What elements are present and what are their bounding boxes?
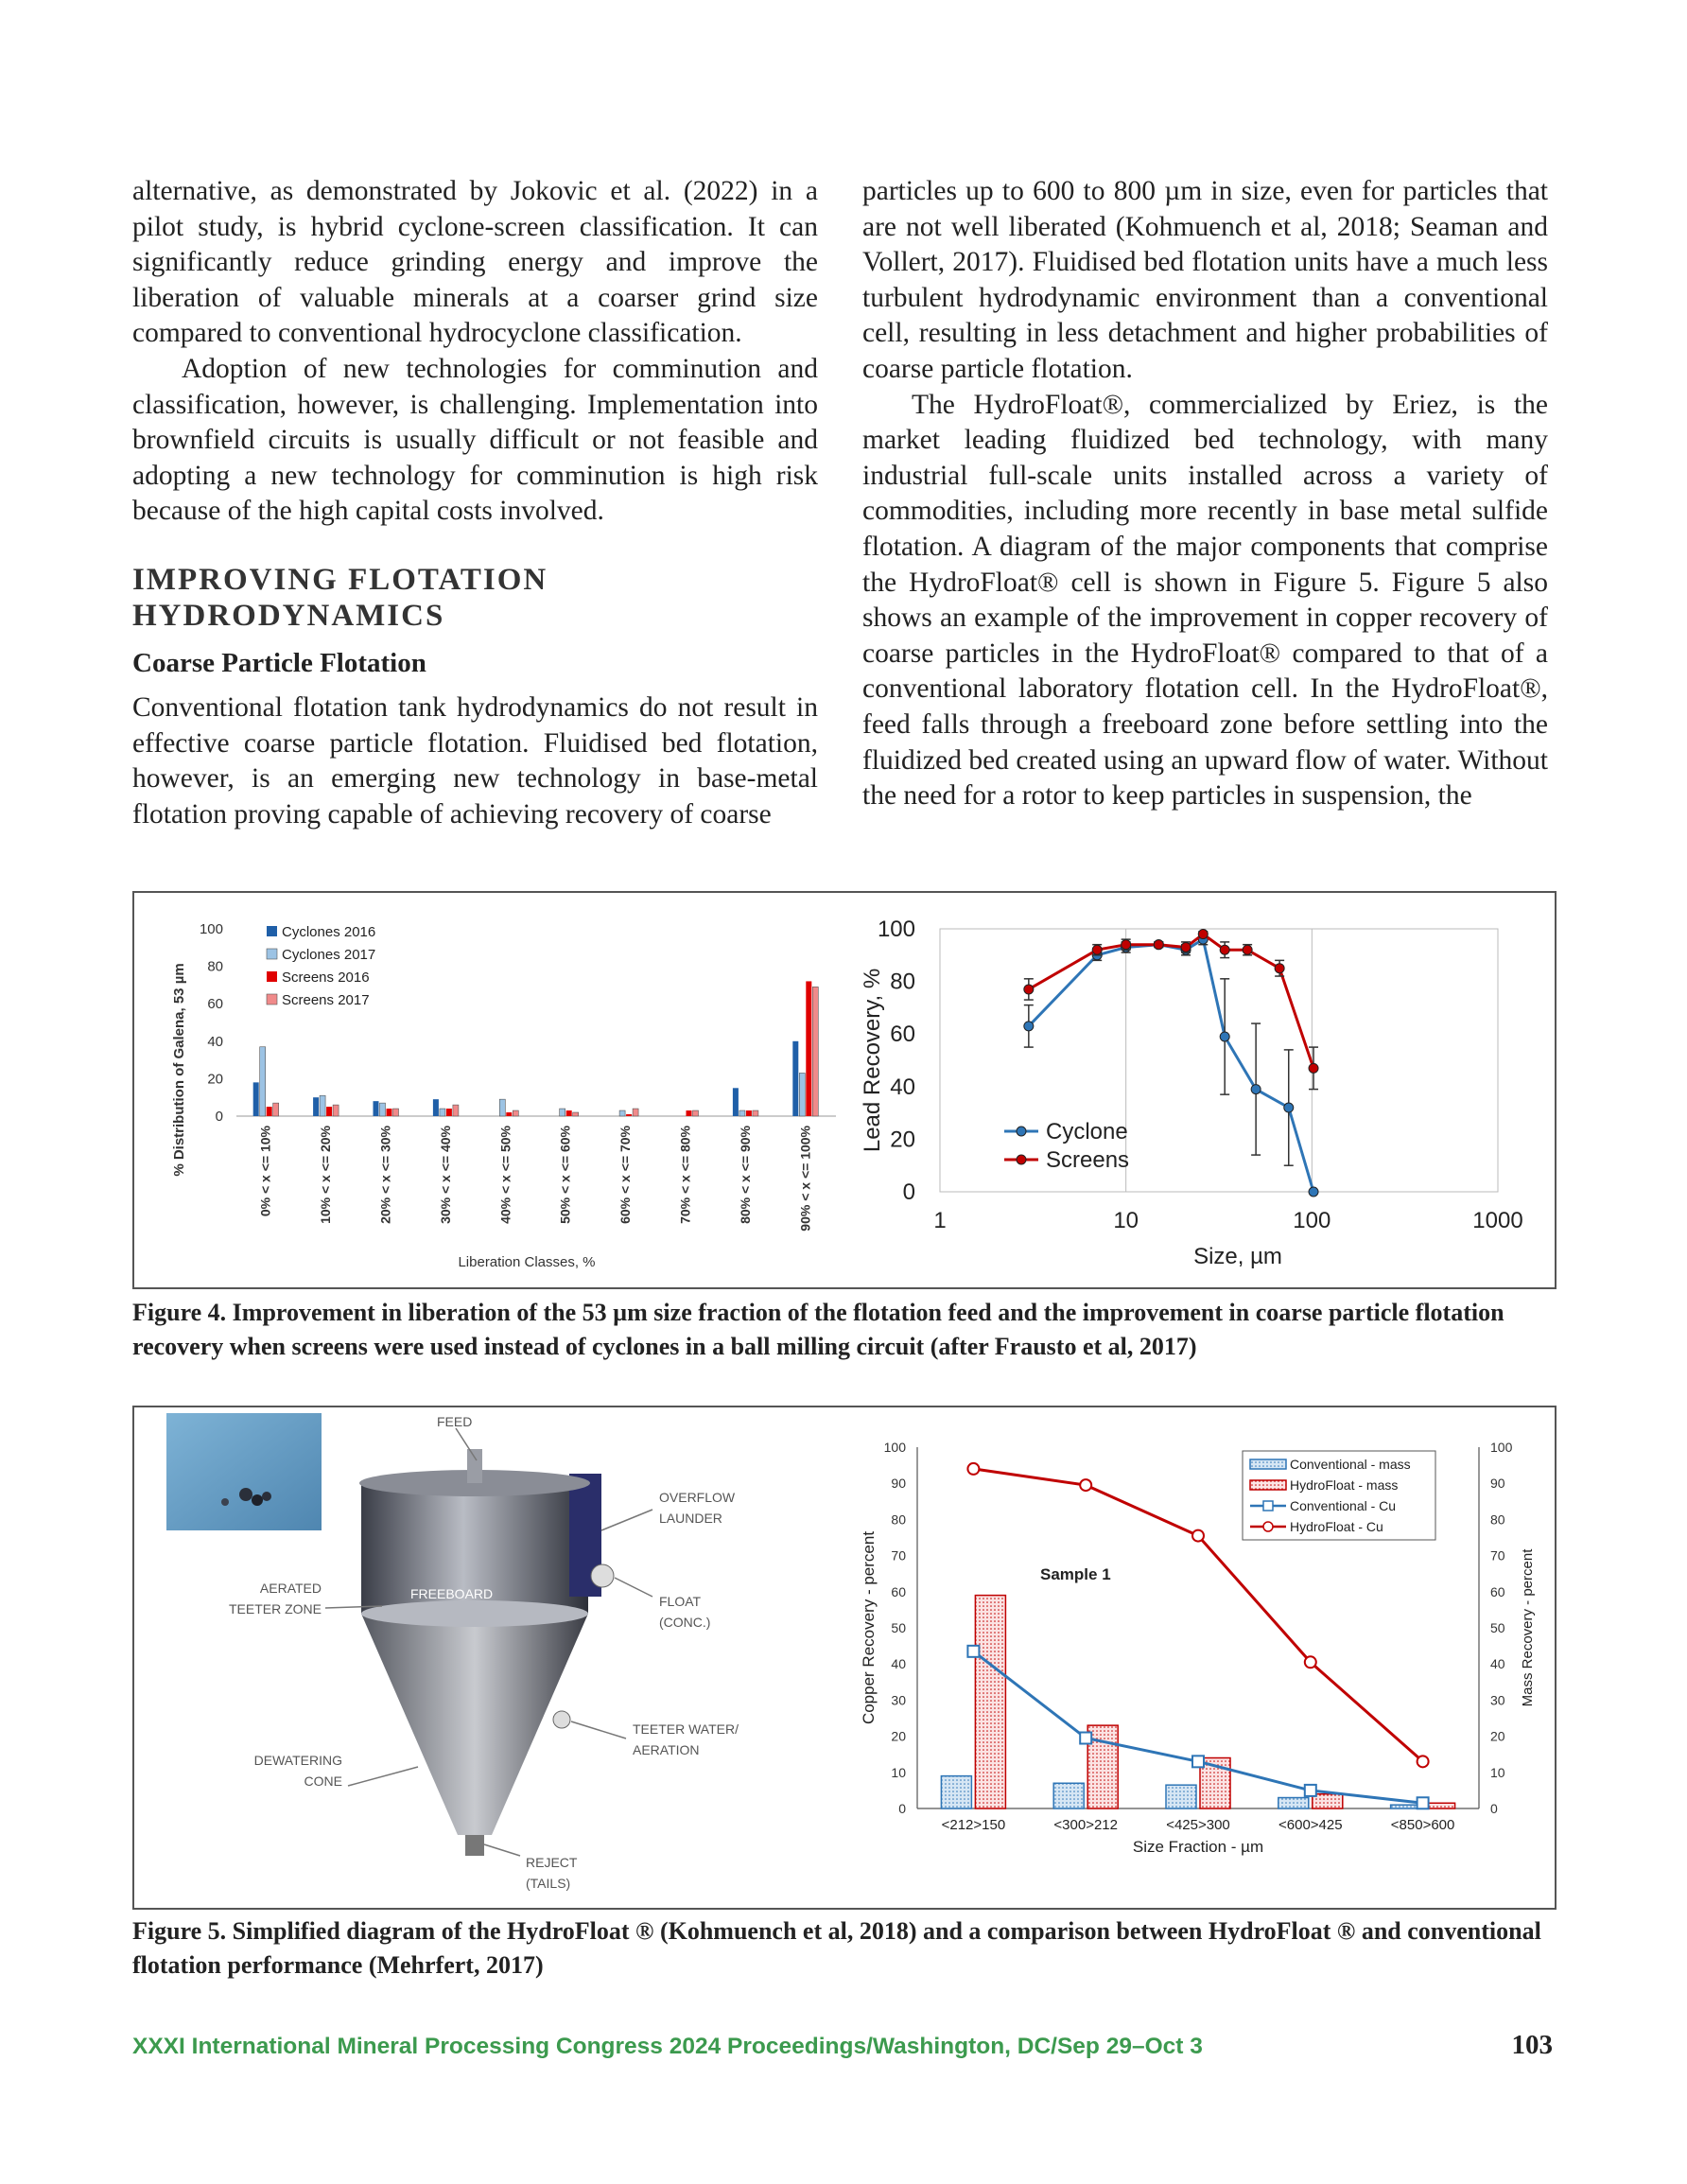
bar xyxy=(313,1097,319,1116)
legend-label: Conventional - Cu xyxy=(1290,1498,1397,1513)
y-right-axis-label: Mass Recovery - percent xyxy=(1520,1548,1536,1707)
paragraph: Adoption of new technologies for comminution and classification, however, is challenging. Implementation into brownfield circuits is usually difficult or not feasible and adopting a new technology for comminution is high risk because of the high capital costs involved. xyxy=(132,353,818,527)
bar xyxy=(1166,1785,1196,1808)
data-point xyxy=(1122,940,1131,950)
data-point xyxy=(1220,1032,1229,1041)
bar xyxy=(506,1112,512,1116)
bar xyxy=(633,1109,638,1116)
y-tick-label: 20 xyxy=(207,1071,223,1088)
bar xyxy=(499,1099,505,1116)
x-tick-label: <300>212 xyxy=(1053,1817,1118,1833)
teeter-water-inlet xyxy=(553,1711,570,1728)
leader-line xyxy=(615,1578,652,1597)
y-right-tick-label: 30 xyxy=(1490,1692,1505,1708)
paragraph: The HydroFloat®, commercialized by Eriez, is the market leading fluidized bed technology, with many industrial full-scale units installed across a variety of commodities, including more recently in base metal sulfide flotation. A diagram of the major components that comprise the HydroFloat® cell is shown in Figure 5. Figure 5 also shows an example of the improvement in copper recovery of coarse particles in the HydroFloat® compared to that of a conventional laboratory flotation cell. In the HydroFloat®, feed falls through a freeboard zone before settling into the fluidized bed created using an upward flow of water. Without the need for a rotor to keep particles in suspension, the xyxy=(862,389,1548,812)
bar xyxy=(387,1109,392,1116)
aeration-label: AERATION xyxy=(633,1742,700,1757)
teeter-zone xyxy=(361,1600,588,1627)
page-number: 103 xyxy=(1511,2030,1553,2060)
y-axis-label: Lead Recovery, % xyxy=(860,968,885,1153)
legend-marker xyxy=(1263,1501,1273,1511)
x-tick-label: 40% < x <= 50% xyxy=(497,1126,513,1224)
x-tick-label: 30% < x <= 40% xyxy=(437,1126,453,1224)
leader-line xyxy=(484,1844,520,1856)
y-tick-label: 10 xyxy=(891,1764,906,1780)
leader-line xyxy=(456,1428,477,1460)
data-point xyxy=(1192,1530,1204,1542)
data-point xyxy=(1305,1656,1316,1668)
legend-label: Cyclones 2016 xyxy=(282,924,376,940)
bar xyxy=(626,1114,632,1116)
x-tick-label: 10% < x <= 20% xyxy=(318,1126,334,1224)
float-outlet xyxy=(591,1564,614,1587)
legend-marker xyxy=(1263,1522,1273,1531)
y-right-tick-label: 50 xyxy=(1490,1620,1505,1635)
y-tick-label: 60 xyxy=(891,1583,906,1599)
particle xyxy=(262,1492,271,1501)
bar xyxy=(1053,1783,1084,1808)
y-tick-label: 40 xyxy=(891,1656,906,1672)
x-tick-label: 90% < x <= 100% xyxy=(797,1126,813,1232)
leader-line xyxy=(601,1510,652,1530)
x-tick-label: 20% < x <= 30% xyxy=(377,1126,393,1224)
freeboard-label: FREEBOARD xyxy=(410,1586,494,1601)
dewatering-label: DEWATERING xyxy=(253,1753,342,1768)
bar xyxy=(733,1088,739,1116)
data-point xyxy=(1309,1063,1318,1073)
legend-swatch xyxy=(267,926,277,936)
bar xyxy=(693,1110,699,1116)
bar xyxy=(273,1103,279,1116)
data-point xyxy=(1243,945,1252,954)
y-tick-label: 0 xyxy=(215,1109,223,1125)
data-point xyxy=(1417,1756,1429,1767)
bar xyxy=(380,1103,386,1116)
figure-5 xyxy=(132,1406,1557,1910)
inset-photo xyxy=(166,1413,322,1530)
data-point xyxy=(1251,1085,1261,1094)
float-label: FLOAT xyxy=(659,1594,702,1609)
bar xyxy=(513,1110,518,1116)
paragraph: Conventional flotation tank hydrodynamics do not result in effective coarse particle flotation. Fluidised bed flotation, however, is an emerging new technology in base-metal flotation proving capable of achieving recovery of coarse xyxy=(132,691,818,830)
reject-outlet xyxy=(465,1835,484,1856)
series-line xyxy=(1029,935,1313,1069)
plot-area xyxy=(940,929,1498,1192)
y-right-tick-label: 80 xyxy=(1490,1511,1505,1528)
y-right-tick-label: 10 xyxy=(1490,1764,1505,1780)
x-tick-label: 10 xyxy=(1113,1208,1139,1233)
footer-text: XXXI International Mineral Processing Congress 2024 Proceedings/Washington, DC/Sep 29–Oct 3 xyxy=(132,2034,1203,2059)
bar xyxy=(975,1596,1005,1808)
series-line xyxy=(973,1651,1422,1804)
particle xyxy=(239,1488,252,1501)
legend-label: HydroFloat - Cu xyxy=(1290,1519,1383,1534)
bar xyxy=(326,1107,332,1116)
subheading: Coarse Particle Flotation xyxy=(132,647,426,678)
legend-label: Screens 2017 xyxy=(282,992,370,1008)
y-right-tick-label: 90 xyxy=(1490,1476,1505,1492)
x-tick-label: 0% < x <= 10% xyxy=(257,1126,273,1217)
data-point xyxy=(1309,1187,1318,1197)
data-point xyxy=(1284,1103,1294,1112)
section-heading: IMPROVING FLOTATION HYDRODYNAMICS xyxy=(132,562,548,633)
data-point xyxy=(1192,1756,1204,1767)
legend-label: Cyclone xyxy=(1046,1119,1128,1144)
bar xyxy=(687,1110,692,1116)
data-point xyxy=(1181,942,1191,952)
left-column xyxy=(132,174,818,832)
figure-4-caption: Figure 4. Improvement in liberation of the 53 µm size fraction of the flotation feed and the improvement in coarse particle flotation recovery when screens were used instead of cyclones in a ball milling circuit (after Frausto et al, 2017) xyxy=(132,1299,1504,1360)
bar xyxy=(453,1105,459,1116)
y-tick-label: 60 xyxy=(890,1022,915,1048)
bar xyxy=(446,1109,452,1116)
y-tick-label: 40 xyxy=(890,1074,915,1100)
bar xyxy=(333,1105,339,1116)
y-tick-label: 0 xyxy=(902,1179,915,1205)
y-tick-label: 40 xyxy=(207,1033,223,1050)
aerated-label: AERATED xyxy=(259,1581,322,1596)
data-point xyxy=(967,1463,979,1475)
data-point xyxy=(967,1646,979,1657)
data-point xyxy=(1154,940,1163,950)
conc-label: (CONC.) xyxy=(659,1615,711,1630)
bar xyxy=(792,1041,798,1116)
bar xyxy=(1278,1798,1309,1808)
y-right-tick-label: 20 xyxy=(1490,1728,1505,1744)
y-tick-label: 90 xyxy=(891,1476,906,1492)
y-tick-label: 20 xyxy=(891,1728,906,1744)
feed-label: FEED xyxy=(437,1414,473,1429)
bar xyxy=(320,1095,325,1116)
y-tick-label: 60 xyxy=(207,996,223,1013)
reject-label: REJECT xyxy=(526,1855,578,1870)
x-axis-label: Size Fraction - µm xyxy=(1132,1838,1264,1856)
y-tick-label: 20 xyxy=(890,1127,915,1153)
x-tick-label: 1000 xyxy=(1472,1208,1523,1233)
y-tick-label: 30 xyxy=(891,1692,906,1708)
bar xyxy=(253,1082,259,1116)
x-tick-label: 100 xyxy=(1293,1208,1331,1233)
legend-swatch xyxy=(267,949,277,959)
data-point xyxy=(1220,945,1229,954)
y-tick-label: 80 xyxy=(207,958,223,975)
legend-label: Cyclones 2017 xyxy=(282,947,376,963)
feed-pipe xyxy=(467,1449,482,1483)
y-tick-label: 100 xyxy=(877,917,915,942)
legend-label: Conventional - mass xyxy=(1290,1457,1411,1472)
y-axis-label: Copper Recovery - percent xyxy=(860,1530,878,1725)
y-tick-label: 100 xyxy=(883,1440,906,1455)
bar xyxy=(746,1110,752,1116)
y-tick-label: 50 xyxy=(891,1620,906,1635)
y-right-tick-label: 0 xyxy=(1490,1801,1498,1816)
y-tick-label: 100 xyxy=(199,921,223,937)
hydrofloat-diagram xyxy=(134,1407,853,1908)
data-point xyxy=(1305,1785,1316,1796)
x-axis-label: Size, µm xyxy=(1193,1244,1282,1269)
y-tick-label: 80 xyxy=(891,1511,906,1528)
figure-4 xyxy=(132,891,1557,1289)
particle xyxy=(252,1494,263,1506)
y-tick-label: 80 xyxy=(890,969,915,995)
particle xyxy=(221,1498,229,1506)
x-tick-label: 1 xyxy=(933,1208,947,1233)
paragraph: alternative, as demonstrated by Jokovic et al. (2022) in a pilot study, is hybrid cyclone-screen classification. It can significantly reduce grinding energy and improve the liberation of valuable minerals at a coarser grind size compared to conventional hydrocyclone classification. xyxy=(132,176,818,349)
legend-swatch xyxy=(267,994,277,1005)
x-tick-label: <850>600 xyxy=(1390,1817,1455,1833)
data-point xyxy=(1417,1797,1429,1808)
launder-label: LAUNDER xyxy=(659,1511,722,1526)
bar xyxy=(619,1110,625,1116)
x-tick-label: <600>425 xyxy=(1278,1817,1343,1833)
x-tick-label: 70% < x <= 80% xyxy=(677,1126,693,1224)
x-axis-label: Liberation Classes, % xyxy=(458,1254,596,1270)
legend-label: Screens 2016 xyxy=(282,970,370,986)
liberation-bar-chart xyxy=(134,893,853,1287)
leader-line xyxy=(571,1721,626,1738)
lead-recovery-line-chart xyxy=(853,893,1553,1287)
legend-label: HydroFloat - mass xyxy=(1290,1477,1399,1493)
x-tick-label: <425>300 xyxy=(1166,1817,1230,1833)
bar xyxy=(806,981,811,1116)
bar xyxy=(433,1099,439,1116)
copper-recovery-chart xyxy=(853,1407,1553,1908)
data-point xyxy=(1080,1479,1091,1491)
leader-line xyxy=(348,1767,418,1786)
y-axis-label: % Distribution of Galena, 53 µm xyxy=(171,963,187,1177)
bar xyxy=(566,1110,572,1116)
bar xyxy=(374,1101,379,1116)
bar xyxy=(739,1110,745,1116)
y-tick-label: 0 xyxy=(898,1801,906,1816)
data-point xyxy=(1024,1022,1034,1031)
bar xyxy=(573,1112,579,1116)
bar xyxy=(393,1109,399,1116)
bar xyxy=(440,1109,445,1116)
x-tick-label: 80% < x <= 90% xyxy=(737,1126,753,1224)
y-tick-label: 70 xyxy=(891,1547,906,1564)
x-tick-label: <212>150 xyxy=(941,1817,1006,1833)
y-right-tick-label: 40 xyxy=(1490,1656,1505,1672)
y-right-tick-label: 100 xyxy=(1490,1440,1513,1455)
overflow-label: OVERFLOW xyxy=(659,1490,736,1505)
cone-label: CONE xyxy=(304,1773,342,1789)
bar xyxy=(753,1110,758,1116)
figure-5-caption: Figure 5. Simplified diagram of the HydroFloat ® (Kohmuench et al, 2018) and a comparison between HydroFloat ® and conventional flotation performance (Mehrfert, 2017) xyxy=(132,1917,1541,1979)
teeter-water-label: TEETER WATER/ xyxy=(633,1721,739,1737)
data-point xyxy=(1024,985,1034,994)
bar xyxy=(941,1776,971,1808)
legend-marker xyxy=(1017,1127,1026,1136)
legend-marker xyxy=(1017,1155,1026,1164)
legend-label: Screens xyxy=(1046,1147,1130,1173)
data-point xyxy=(1080,1733,1091,1744)
legend-swatch xyxy=(1250,1480,1286,1490)
bar xyxy=(260,1047,266,1116)
data-point xyxy=(1275,964,1284,973)
y-right-tick-label: 60 xyxy=(1490,1583,1505,1599)
right-column xyxy=(862,174,1548,814)
legend-swatch xyxy=(1250,1459,1286,1469)
data-point xyxy=(1092,945,1102,954)
x-tick-label: 50% < x <= 60% xyxy=(557,1126,573,1224)
paragraph: particles up to 600 to 800 µm in size, even for particles that are not well liberated (Kohmuench et al, 2018; Seaman and Vollert, 2017). Fluidised bed flotation units have a much less turbulent hydrodynamic environment than a conventional cell, resulting in less detachment and higher probabilities of coarse particle flotation. xyxy=(862,176,1548,384)
data-point xyxy=(1198,930,1208,939)
bar xyxy=(267,1107,272,1116)
legend-swatch xyxy=(267,971,277,982)
y-right-tick-label: 70 xyxy=(1490,1547,1505,1564)
bar xyxy=(799,1073,805,1116)
chart-title: Sample 1 xyxy=(1040,1565,1111,1583)
x-tick-label: 60% < x <= 70% xyxy=(617,1126,634,1224)
teeter-zone-label: TEETER ZONE xyxy=(228,1601,322,1616)
tails-label: (TAILS) xyxy=(526,1876,571,1891)
bar xyxy=(560,1109,565,1116)
bar xyxy=(812,987,818,1116)
